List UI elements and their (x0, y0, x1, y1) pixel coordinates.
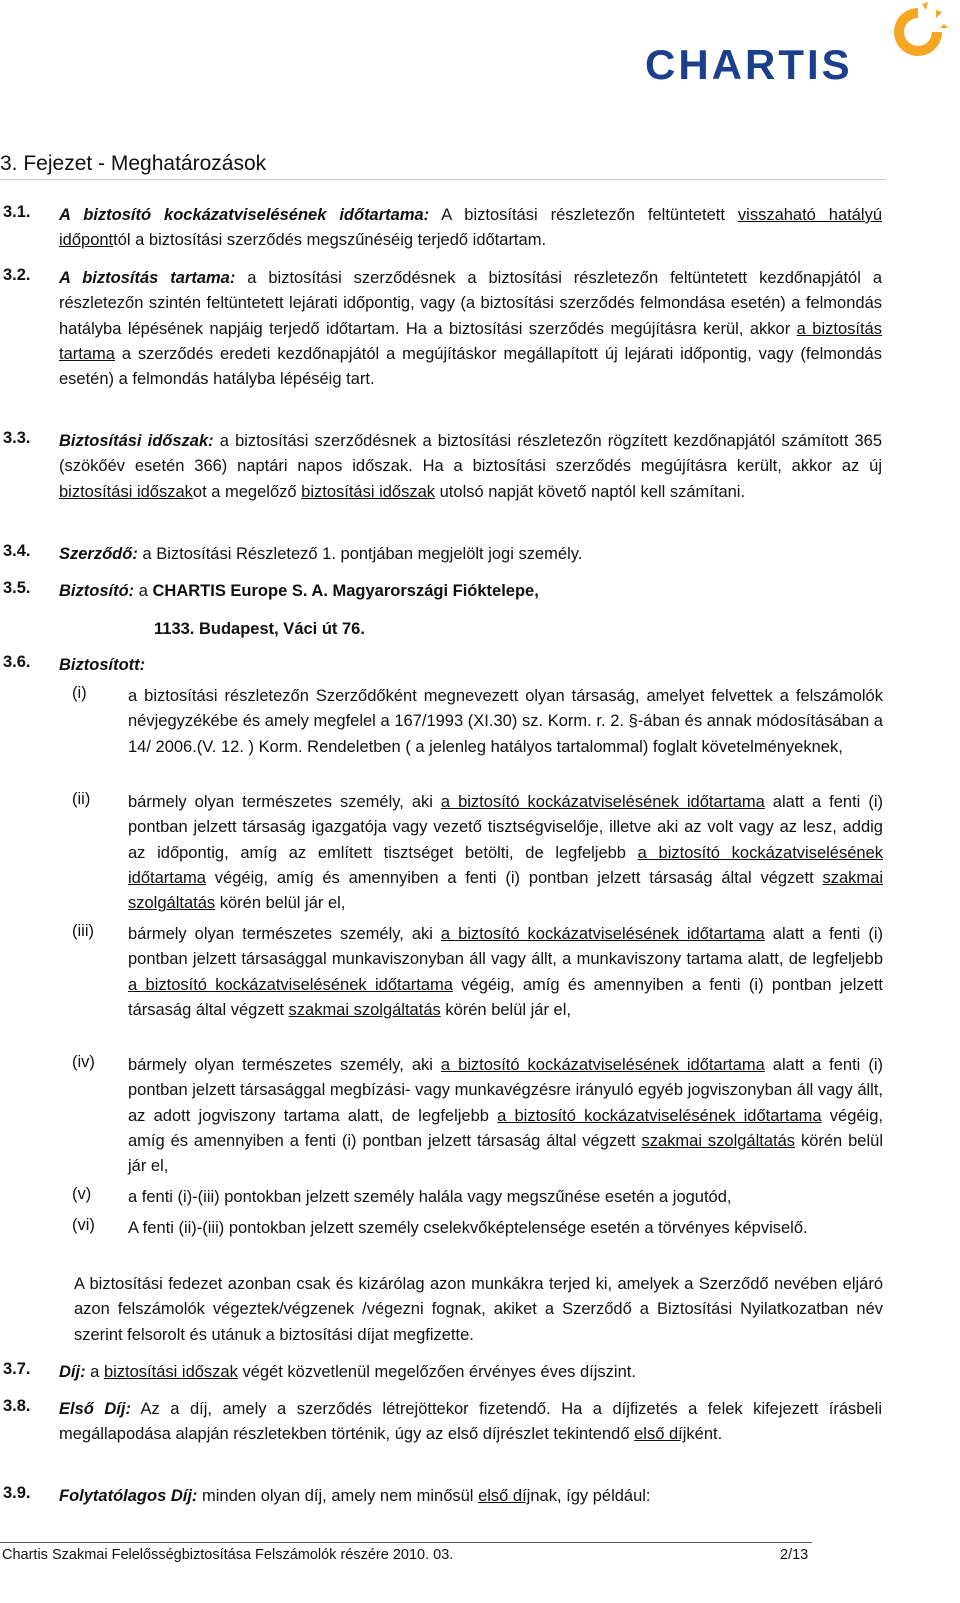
page-number: 2/13 (780, 1547, 809, 1563)
section-text: Első Díj: Az a díj, amely a szerződés létrejöttekor fizetendő. Ha a díjfizetés a felek kifejezett írásbeli megállapodása alapján részletekben történik, úgy az első díjrészlet tekintendő első díjként. (59, 1400, 882, 1444)
chartis-logo (640, 2, 940, 88)
term: Biztosító: (59, 582, 135, 600)
footer-title: Chartis Szakmai Felelősségbiztosítása Felszámolók részére 2010. 03. (2, 1547, 454, 1563)
list-marker: (iii) (72, 922, 94, 940)
section-text: Szerződő: a Biztosítási Részletező 1. pontjában megjelölt jogi személy. (59, 545, 583, 563)
section-text: A biztosító kockázatviselésének időtartama: A biztosítási részletezőn feltüntetett visszaható hatályú időponttól a biztosítási szerződés megszűnéséig terjedő időtartam. (59, 206, 883, 250)
list-item-text: bármely olyan természetes személy, aki a biztosító kockázatviselésének időtartama alatt a fenti (i) pontban jelzett társaság igazgatója vagy vezető tisztségviselője, illetve aki az volt vagy az lesz, addig az időpontig, amíg az említett tisztséget betölti, de legfeljebb a biztosító kockázatviselésének időtartama végéig, amíg és amennyiben a fenti (i) pontban jelzett társaság által végzett szakmai szolgáltatás körén belül jár el, (128, 793, 883, 913)
section-text: A biztosítás tartama: a biztosítási szerződésnek a biztosítási részletezőn feltüntetett kezdőnapjától a részletezőn szintén feltüntetett lejárati időpontig, vagy (a biztosítási szerződés felmondása esetén) a felmondás hatályba lépésének napjáig terjedő időtartam. Ha a biztosítási szerződés megújításra kerül, akkor a biztosítás tartama a szerződés eredeti kezdőnapjától a megújításkor megállapított új lejárati időpontig, vagy (felmondás esetén) a felmondás hatályba lépéséig tart. (59, 269, 882, 389)
section-number: 3.5. (3, 579, 31, 597)
term: Biztosítási időszak: (59, 432, 214, 450)
list-marker: (i) (72, 684, 87, 702)
section-number: 3.9. (3, 1484, 31, 1502)
term-link: biztosítási időszak (59, 482, 193, 501)
list-item-text: A fenti (ii)-(iii) pontokban jelzett személy cselekvőképtelensége esetén a törvényes képviselő. (128, 1219, 808, 1237)
insurer-address: 1133. Budapest, Váci út 76. (154, 620, 365, 638)
list-marker: (iv) (72, 1053, 95, 1071)
term-link: első díj (478, 1487, 531, 1505)
section-number: 3.3. (3, 429, 31, 447)
list-item-text: a fenti (i)-(iii) pontokban jelzett személy halála vagy megszűnése esetén a jogutód, (128, 1188, 732, 1206)
section-number: 3.6. (3, 653, 31, 671)
term-link: visszaható hatályú időpont (59, 206, 883, 250)
term: Első Díj: (59, 1400, 131, 1418)
term-link: biztosítási időszak (103, 1363, 238, 1381)
term: Folytatólagos Díj: (59, 1487, 198, 1505)
footer-divider (0, 1542, 812, 1543)
term-link: biztosítási időszak (301, 482, 436, 501)
term-link: első díj (634, 1425, 687, 1444)
insurer-name: CHARTIS Europe S. A. Magyarországi Fióktelepe, (152, 582, 539, 600)
coverage-note: A biztosítási fedezet azonban csak és kizárólag azon munkákra terjed ki, amelyek a Szerződő nevében eljáró azon felszámolók végeztek/végzenek /végezni fognak, akiket a Szerződő a Biztosítási Nyilatkozatban név szerint felsorolt és utánuk a biztosítási díjat megfizette. (74, 1275, 883, 1344)
term: Biztosított: (59, 656, 146, 674)
section-number: 3.2. (3, 266, 31, 284)
section-text: Biztosítási időszak: a biztosítási szerződésnek a biztosítási részletezőn rögzített kezdőnapjától számított 365 (szökőév esetén 366) naptári napos időszak. Ha a biztosítási szerződés megújításra került, akkor az új biztosítási időszakot a megelőző biztosítási időszak utolsó napját követő naptól kell számítani. (59, 432, 882, 501)
section-number: 3.8. (3, 1397, 31, 1415)
list-item-text: a biztosítási részletezőn Szerződőként megnevezett olyan társaság, amelyet felvettek a felszámolók névjegyzékébe és amely megfelel a 167/1993 (XI.30) sz. Korm. r. 2. §-ában és annak módosításában a 14/ 2006.(V. 12. ) Korm. Rendeletben ( a jelenleg hatályos tartalommal) foglalt követelményeknek, (128, 687, 883, 756)
section-text: Biztosító: a CHARTIS Europe S. A. Magyarországi Fióktelepe, (59, 582, 539, 600)
list-marker: (ii) (72, 790, 91, 808)
list-marker: (vi) (72, 1216, 95, 1234)
term: Díj: (59, 1363, 86, 1381)
term: A biztosítás tartama: (59, 269, 236, 287)
list-item-text: bármely olyan természetes személy, aki a biztosító kockázatviselésének időtartama alatt a fenti (i) pontban jelzett társasággal munkaviszonyban áll vagy állt, a munkaviszony tartama alatt, de legfeljebb a biztosító kockázatviselésének időtartama végéig, amíg és amennyiben a fenti (i) pontban jelzett társaság által végzett szakmai szolgáltatás körén belül jár el, (128, 925, 883, 1019)
logo-wordmark: CHARTIS (645, 41, 853, 88)
term-link: a biztosítás tartama (59, 319, 882, 363)
section-text: Díj: a biztosítási időszak végét közvetlenül megelőzően érvényes éves díjszint. (59, 1363, 636, 1381)
sun-logo-icon (888, 2, 948, 62)
section-number: 3.7. (3, 1360, 31, 1378)
term: A biztosító kockázatviselésének időtartama: (59, 206, 430, 224)
term: Szerződő: (59, 545, 138, 563)
section-number: 3.4. (3, 542, 31, 560)
list-item-text: bármely olyan természetes személy, aki a biztosító kockázatviselésének időtartama alatt a fenti (i) pontban jelzett társasággal megbízási- vagy munkavégzésre irányuló egyéb jogviszonyban áll vagy állt, az adott jogviszony tartama alatt, de legfeljebb a biztosító kockázatviselésének időtartama végéig, amíg és amennyiben a fenti (i) pontban jelzett társaság által végzett szakmai szolgáltatás körén belül jár el, (128, 1056, 883, 1176)
section-number: 3.1. (3, 203, 31, 221)
list-marker: (v) (72, 1185, 92, 1203)
section-text (59, 653, 882, 678)
title-divider (0, 179, 886, 180)
section-text: Folytatólagos Díj: minden olyan díj, amely nem minősül első díjnak, így például: (59, 1487, 651, 1505)
chapter-title: 3. Fejezet - Meghatározások (0, 152, 267, 175)
